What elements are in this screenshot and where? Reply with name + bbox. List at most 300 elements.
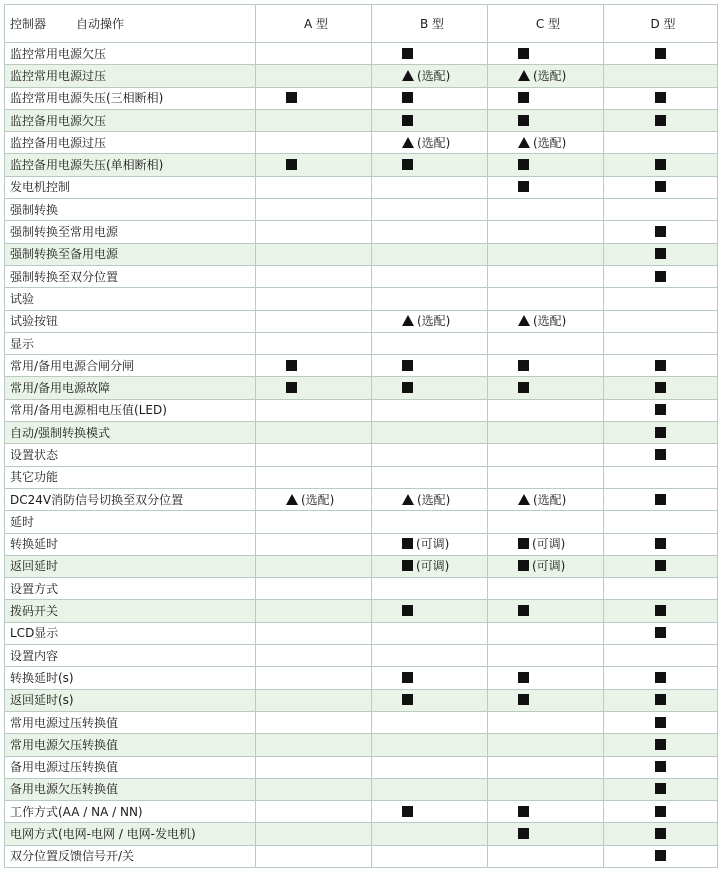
type-c-cell bbox=[488, 132, 604, 154]
cell-note: (选配) bbox=[417, 68, 451, 83]
type-b-cell bbox=[372, 332, 488, 354]
type-b-cell bbox=[372, 243, 488, 265]
type-c-cell bbox=[488, 555, 604, 577]
type-d-cell bbox=[604, 778, 718, 800]
cell-note: (可调) bbox=[416, 537, 450, 552]
table-row bbox=[5, 199, 718, 221]
filled-square-icon bbox=[655, 672, 666, 683]
header-controller-automatic-op bbox=[5, 5, 256, 43]
type-d-cell bbox=[604, 65, 718, 87]
cell-note: (可调) bbox=[416, 559, 450, 574]
type-c-cell bbox=[488, 711, 604, 733]
type-c-cell bbox=[488, 578, 604, 600]
type-d-cell bbox=[604, 622, 718, 644]
feature-label: 监控备用电源失压(单相断相) bbox=[5, 154, 256, 176]
type-b-cell bbox=[372, 689, 488, 711]
type-c-cell bbox=[488, 444, 604, 466]
filled-square-icon bbox=[655, 48, 666, 59]
table-row bbox=[5, 109, 718, 131]
filled-square-icon bbox=[402, 605, 413, 616]
type-b-cell bbox=[372, 801, 488, 823]
filled-square-icon bbox=[655, 761, 666, 772]
feature-label: 显示 bbox=[5, 332, 256, 354]
feature-label: 常用电源过压转换值 bbox=[5, 711, 256, 733]
type-b-cell bbox=[372, 823, 488, 845]
table-row bbox=[5, 288, 718, 310]
table-row bbox=[5, 823, 718, 845]
type-a-cell bbox=[256, 199, 372, 221]
table-header-row bbox=[5, 5, 718, 43]
type-c-cell bbox=[488, 377, 604, 399]
type-d-cell bbox=[604, 265, 718, 287]
filled-square-icon bbox=[518, 360, 529, 371]
type-c-cell bbox=[488, 488, 604, 510]
feature-label: 强制转换 bbox=[5, 199, 256, 221]
feature-label: 监控备用电源欠压 bbox=[5, 109, 256, 131]
type-d-cell bbox=[604, 756, 718, 778]
table-row bbox=[5, 488, 718, 510]
type-a-cell bbox=[256, 154, 372, 176]
filled-square-icon bbox=[518, 538, 529, 549]
header-type-b: B 型 bbox=[372, 5, 488, 43]
filled-square-icon bbox=[518, 605, 529, 616]
type-a-cell bbox=[256, 488, 372, 510]
filled-square-icon bbox=[518, 115, 529, 126]
table-row bbox=[5, 265, 718, 287]
type-b-cell bbox=[372, 488, 488, 510]
type-b-cell bbox=[372, 109, 488, 131]
feature-label: 监控常用电源欠压 bbox=[5, 43, 256, 65]
type-b-cell bbox=[372, 310, 488, 332]
type-d-cell bbox=[604, 466, 718, 488]
type-b-cell bbox=[372, 422, 488, 444]
table-row bbox=[5, 578, 718, 600]
type-b-cell bbox=[372, 667, 488, 689]
type-a-cell bbox=[256, 243, 372, 265]
filled-square-icon bbox=[286, 159, 297, 170]
type-a-cell bbox=[256, 578, 372, 600]
type-a-cell bbox=[256, 689, 372, 711]
type-c-cell bbox=[488, 533, 604, 555]
type-b-cell bbox=[372, 221, 488, 243]
feature-label: 备用电源欠压转换值 bbox=[5, 778, 256, 800]
feature-comparison-table bbox=[4, 4, 718, 868]
filled-square-icon bbox=[655, 828, 666, 839]
type-b-cell bbox=[372, 444, 488, 466]
feature-label: 常用/备用电源故障 bbox=[5, 377, 256, 399]
table-row bbox=[5, 65, 718, 87]
type-a-cell bbox=[256, 43, 372, 65]
header-type-a: A 型 bbox=[256, 5, 372, 43]
feature-label: 转换延时(s) bbox=[5, 667, 256, 689]
type-a-cell bbox=[256, 756, 372, 778]
cell-note: (选配) bbox=[417, 492, 451, 507]
type-d-cell bbox=[604, 600, 718, 622]
cell-note: (选配) bbox=[417, 314, 451, 329]
filled-square-icon bbox=[518, 672, 529, 683]
type-c-cell bbox=[488, 622, 604, 644]
filled-square-icon bbox=[402, 538, 413, 549]
type-b-cell bbox=[372, 399, 488, 421]
filled-square-icon bbox=[518, 382, 529, 393]
feature-label: 双分位置反馈信号开/关 bbox=[5, 845, 256, 867]
feature-label: 常用/备用电源相电压值(LED) bbox=[5, 399, 256, 421]
cell-note: (可调) bbox=[532, 537, 566, 552]
type-a-cell bbox=[256, 176, 372, 198]
type-d-cell bbox=[604, 243, 718, 265]
type-b-cell bbox=[372, 199, 488, 221]
filled-triangle-icon bbox=[518, 315, 530, 326]
filled-square-icon bbox=[655, 560, 666, 571]
type-c-cell bbox=[488, 511, 604, 533]
type-b-cell bbox=[372, 265, 488, 287]
feature-label: 设置状态 bbox=[5, 444, 256, 466]
table-row bbox=[5, 355, 718, 377]
feature-label: 强制转换至常用电源 bbox=[5, 221, 256, 243]
type-c-cell bbox=[488, 756, 604, 778]
cell-note: (选配) bbox=[533, 135, 567, 150]
type-a-cell bbox=[256, 377, 372, 399]
type-b-cell bbox=[372, 132, 488, 154]
type-a-cell bbox=[256, 422, 372, 444]
filled-square-icon bbox=[402, 115, 413, 126]
table-row bbox=[5, 377, 718, 399]
cell-note: (选配) bbox=[533, 68, 567, 83]
filled-square-icon bbox=[655, 627, 666, 638]
type-a-cell bbox=[256, 288, 372, 310]
type-a-cell bbox=[256, 65, 372, 87]
feature-label: 监控常用电源过压 bbox=[5, 65, 256, 87]
type-d-cell bbox=[604, 511, 718, 533]
type-a-cell bbox=[256, 221, 372, 243]
filled-square-icon bbox=[518, 92, 529, 103]
type-c-cell bbox=[488, 734, 604, 756]
type-c-cell bbox=[488, 87, 604, 109]
type-d-cell bbox=[604, 801, 718, 823]
type-b-cell bbox=[372, 154, 488, 176]
type-c-cell bbox=[488, 310, 604, 332]
table-row bbox=[5, 711, 718, 733]
feature-label: 其它功能 bbox=[5, 466, 256, 488]
type-a-cell bbox=[256, 667, 372, 689]
table-row bbox=[5, 332, 718, 354]
type-d-cell bbox=[604, 310, 718, 332]
type-d-cell bbox=[604, 154, 718, 176]
type-c-cell bbox=[488, 243, 604, 265]
table-row bbox=[5, 221, 718, 243]
type-a-cell bbox=[256, 801, 372, 823]
feature-label: 自动/强制转换模式 bbox=[5, 422, 256, 444]
filled-square-icon bbox=[655, 226, 666, 237]
filled-square-icon bbox=[655, 427, 666, 438]
controller-feature-table-page bbox=[4, 4, 717, 868]
feature-label: 电网方式(电网-电网 / 电网-发电机) bbox=[5, 823, 256, 845]
type-d-cell bbox=[604, 221, 718, 243]
filled-square-icon bbox=[402, 694, 413, 705]
filled-square-icon bbox=[286, 382, 297, 393]
type-b-cell bbox=[372, 778, 488, 800]
table-row bbox=[5, 310, 718, 332]
type-a-cell bbox=[256, 109, 372, 131]
filled-square-icon bbox=[655, 717, 666, 728]
type-b-cell bbox=[372, 377, 488, 399]
table-row bbox=[5, 176, 718, 198]
cell-note: (选配) bbox=[417, 135, 451, 150]
type-a-cell bbox=[256, 823, 372, 845]
type-c-cell bbox=[488, 288, 604, 310]
type-d-cell bbox=[604, 87, 718, 109]
header-type-d: D 型 bbox=[604, 5, 718, 43]
type-c-cell bbox=[488, 43, 604, 65]
filled-square-icon bbox=[402, 48, 413, 59]
table-row bbox=[5, 645, 718, 667]
table-row bbox=[5, 667, 718, 689]
type-a-cell bbox=[256, 444, 372, 466]
filled-square-icon bbox=[518, 181, 529, 192]
type-d-cell bbox=[604, 488, 718, 510]
filled-square-icon bbox=[655, 382, 666, 393]
table-row bbox=[5, 778, 718, 800]
table-row bbox=[5, 444, 718, 466]
feature-label: 发电机控制 bbox=[5, 176, 256, 198]
type-d-cell bbox=[604, 332, 718, 354]
table-row bbox=[5, 555, 718, 577]
filled-square-icon bbox=[655, 806, 666, 817]
feature-label: 工作方式(AA / NA / NN) bbox=[5, 801, 256, 823]
type-c-cell bbox=[488, 176, 604, 198]
feature-label: 试验按钮 bbox=[5, 310, 256, 332]
type-a-cell bbox=[256, 332, 372, 354]
filled-square-icon bbox=[402, 159, 413, 170]
filled-square-icon bbox=[655, 181, 666, 192]
type-d-cell bbox=[604, 845, 718, 867]
type-c-cell bbox=[488, 466, 604, 488]
filled-square-icon bbox=[518, 159, 529, 170]
type-d-cell bbox=[604, 132, 718, 154]
filled-square-icon bbox=[655, 271, 666, 282]
feature-label: 转换延时 bbox=[5, 533, 256, 555]
type-a-cell bbox=[256, 555, 372, 577]
type-d-cell bbox=[604, 43, 718, 65]
feature-label: 设置内容 bbox=[5, 645, 256, 667]
type-d-cell bbox=[604, 689, 718, 711]
filled-square-icon bbox=[655, 605, 666, 616]
feature-label: 监控常用电源失压(三相断相) bbox=[5, 87, 256, 109]
header-controller-label: 控制器 bbox=[10, 17, 47, 31]
filled-triangle-icon bbox=[402, 137, 414, 148]
filled-square-icon bbox=[655, 360, 666, 371]
filled-square-icon bbox=[402, 560, 413, 571]
type-a-cell bbox=[256, 355, 372, 377]
type-a-cell bbox=[256, 845, 372, 867]
type-a-cell bbox=[256, 132, 372, 154]
filled-square-icon bbox=[655, 115, 666, 126]
type-c-cell bbox=[488, 801, 604, 823]
table-row bbox=[5, 622, 718, 644]
type-b-cell bbox=[372, 645, 488, 667]
type-d-cell bbox=[604, 645, 718, 667]
type-b-cell bbox=[372, 533, 488, 555]
feature-label: LCD显示 bbox=[5, 622, 256, 644]
type-c-cell bbox=[488, 667, 604, 689]
type-b-cell bbox=[372, 355, 488, 377]
feature-label: 常用/备用电源合闸分闸 bbox=[5, 355, 256, 377]
table-row bbox=[5, 243, 718, 265]
filled-square-icon bbox=[402, 806, 413, 817]
feature-label: 强制转换至双分位置 bbox=[5, 265, 256, 287]
type-c-cell bbox=[488, 109, 604, 131]
type-b-cell bbox=[372, 466, 488, 488]
type-a-cell bbox=[256, 622, 372, 644]
type-a-cell bbox=[256, 600, 372, 622]
type-a-cell bbox=[256, 734, 372, 756]
filled-square-icon bbox=[655, 538, 666, 549]
filled-square-icon bbox=[518, 48, 529, 59]
type-b-cell bbox=[372, 756, 488, 778]
type-b-cell bbox=[372, 622, 488, 644]
type-a-cell bbox=[256, 533, 372, 555]
type-c-cell bbox=[488, 154, 604, 176]
type-a-cell bbox=[256, 511, 372, 533]
filled-square-icon bbox=[655, 92, 666, 103]
type-c-cell bbox=[488, 265, 604, 287]
type-d-cell bbox=[604, 533, 718, 555]
filled-square-icon bbox=[655, 494, 666, 505]
type-a-cell bbox=[256, 711, 372, 733]
table-row bbox=[5, 132, 718, 154]
type-b-cell bbox=[372, 845, 488, 867]
feature-label: 试验 bbox=[5, 288, 256, 310]
filled-square-icon bbox=[518, 806, 529, 817]
feature-label: 延时 bbox=[5, 511, 256, 533]
table-row bbox=[5, 43, 718, 65]
filled-square-icon bbox=[402, 360, 413, 371]
table-row bbox=[5, 399, 718, 421]
header-type-c: C 型 bbox=[488, 5, 604, 43]
type-d-cell bbox=[604, 377, 718, 399]
filled-triangle-icon bbox=[286, 494, 298, 505]
type-a-cell bbox=[256, 645, 372, 667]
cell-note: (选配) bbox=[301, 492, 335, 507]
type-d-cell bbox=[604, 288, 718, 310]
type-c-cell bbox=[488, 332, 604, 354]
filled-square-icon bbox=[286, 92, 297, 103]
filled-triangle-icon bbox=[518, 494, 530, 505]
filled-square-icon bbox=[518, 694, 529, 705]
type-c-cell bbox=[488, 65, 604, 87]
filled-square-icon bbox=[655, 783, 666, 794]
table-row bbox=[5, 801, 718, 823]
type-c-cell bbox=[488, 645, 604, 667]
filled-square-icon bbox=[518, 560, 529, 571]
feature-label: 强制转换至备用电源 bbox=[5, 243, 256, 265]
feature-label: 常用电源欠压转换值 bbox=[5, 734, 256, 756]
type-b-cell bbox=[372, 288, 488, 310]
type-c-cell bbox=[488, 778, 604, 800]
type-c-cell bbox=[488, 199, 604, 221]
type-d-cell bbox=[604, 399, 718, 421]
type-a-cell bbox=[256, 87, 372, 109]
type-d-cell bbox=[604, 555, 718, 577]
type-b-cell bbox=[372, 65, 488, 87]
type-c-cell bbox=[488, 355, 604, 377]
table-row bbox=[5, 689, 718, 711]
type-c-cell bbox=[488, 845, 604, 867]
type-c-cell bbox=[488, 221, 604, 243]
feature-label: 设置方式 bbox=[5, 578, 256, 600]
type-b-cell bbox=[372, 511, 488, 533]
filled-square-icon bbox=[402, 382, 413, 393]
cell-note: (选配) bbox=[533, 314, 567, 329]
table-row bbox=[5, 845, 718, 867]
feature-label: 返回延时(s) bbox=[5, 689, 256, 711]
type-a-cell bbox=[256, 399, 372, 421]
type-b-cell bbox=[372, 578, 488, 600]
filled-square-icon bbox=[655, 694, 666, 705]
type-c-cell bbox=[488, 600, 604, 622]
type-c-cell bbox=[488, 823, 604, 845]
type-b-cell bbox=[372, 600, 488, 622]
type-d-cell bbox=[604, 578, 718, 600]
table-row bbox=[5, 756, 718, 778]
type-b-cell bbox=[372, 176, 488, 198]
filled-square-icon bbox=[402, 92, 413, 103]
feature-label: 备用电源过压转换值 bbox=[5, 756, 256, 778]
feature-label: 返回延时 bbox=[5, 555, 256, 577]
table-body bbox=[5, 43, 718, 868]
type-a-cell bbox=[256, 265, 372, 287]
type-d-cell bbox=[604, 199, 718, 221]
type-b-cell bbox=[372, 555, 488, 577]
filled-triangle-icon bbox=[518, 70, 530, 81]
type-d-cell bbox=[604, 176, 718, 198]
type-d-cell bbox=[604, 667, 718, 689]
filled-triangle-icon bbox=[402, 494, 414, 505]
type-c-cell bbox=[488, 422, 604, 444]
table-row bbox=[5, 734, 718, 756]
cell-note: (选配) bbox=[533, 492, 567, 507]
table-row bbox=[5, 511, 718, 533]
cell-note: (可调) bbox=[532, 559, 566, 574]
table-row bbox=[5, 87, 718, 109]
table-row bbox=[5, 600, 718, 622]
filled-square-icon bbox=[518, 828, 529, 839]
filled-square-icon bbox=[655, 159, 666, 170]
feature-label: DC24V消防信号切换至双分位置 bbox=[5, 488, 256, 510]
type-b-cell bbox=[372, 734, 488, 756]
filled-triangle-icon bbox=[518, 137, 530, 148]
type-d-cell bbox=[604, 444, 718, 466]
type-a-cell bbox=[256, 310, 372, 332]
type-c-cell bbox=[488, 399, 604, 421]
type-d-cell bbox=[604, 711, 718, 733]
type-b-cell bbox=[372, 43, 488, 65]
type-a-cell bbox=[256, 778, 372, 800]
table-row bbox=[5, 422, 718, 444]
filled-square-icon bbox=[655, 248, 666, 259]
type-c-cell bbox=[488, 689, 604, 711]
table-row bbox=[5, 154, 718, 176]
filled-square-icon bbox=[402, 672, 413, 683]
type-a-cell bbox=[256, 466, 372, 488]
header-automatic-label: 自动操作 bbox=[76, 17, 125, 31]
type-b-cell bbox=[372, 711, 488, 733]
filled-square-icon bbox=[655, 449, 666, 460]
filled-square-icon bbox=[655, 850, 666, 861]
type-d-cell bbox=[604, 734, 718, 756]
filled-triangle-icon bbox=[402, 70, 414, 81]
table-row bbox=[5, 466, 718, 488]
